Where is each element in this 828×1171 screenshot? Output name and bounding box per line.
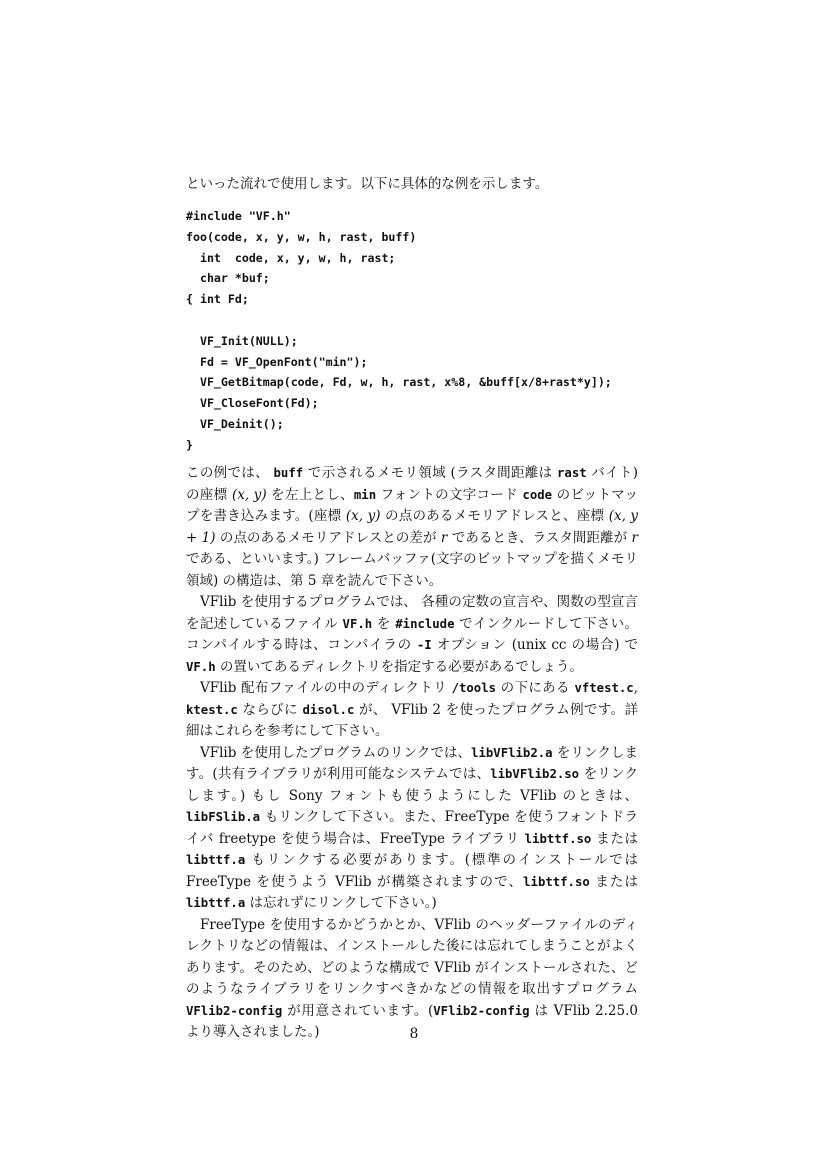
code-line: #include "VF.h"	[186, 209, 291, 223]
code-line: foo(code, x, y, w, h, rast, buff)	[186, 229, 417, 244]
code-line: { int Fd;	[186, 292, 249, 307]
paragraph-sample-programs: VFlib 配布ファイルの中のディレクトリ /tools の下にある vftest.c, ktest.c ならびに disol.c が、 VFlib 2 を使ったプログラム例です。詳細はこれらを参考にして下さい。	[186, 680, 638, 739]
code-line: VF_Init(NULL);	[186, 333, 298, 348]
code-line: }	[186, 437, 193, 452]
code-line: VF_GetBitmap(code, Fd, w, h, rast, x%8, &buff[x/8+rast*y]);	[186, 375, 612, 390]
code-line: char *buf;	[186, 271, 270, 286]
code-example	[186, 206, 646, 456]
code-line: int code, x, y, w, h, rast;	[186, 250, 396, 265]
code-line: VF_Deinit();	[186, 416, 284, 431]
paragraph-buffer-description: この例では、 buff で示されるメモリ領域 (ラスタ間距離は rast バイト) の座標 (x, y) を左上とし、min フォントの文字コード code のビットマップを書き込みます。(座標 (x, y) の点のあるメモリアドレスと、座標 (x, y + 1) の点のあるメモリアドレスとの差が r であるとき、ラスタ間距離が r である、といいます。) フレームバッファ(文字のビットマップを描くメモリ領域) の構造は、第 5 章を読んで下さい。	[186, 465, 639, 589]
paragraph-include-header: VFlib を使用するプログラムでは、 各種の定数の宣言や、関数の型宣言を記述しているファイル VF.h を #include でインクルードして下さい。コンパイルする時は、コンパイラの -I オプション (unix cc の場合) で VF.h の置いてあるディレクトリを指定する必要があるでしょう。	[186, 594, 638, 675]
page-number: 8	[409, 1026, 419, 1042]
paragraph-config-program: FreeType を使用するかどうかとか、VFlib のヘッダーファイルのディレクトリなどの情報は、インストールした後には忘れてしまうことがよくあります。そのため、どのような構成で VFlib がインストールされた、どのようなライブラリをリンクすべきかなどの情報を取出すプログラム VFlib2-config が用意されています。(VFlib2-config は VFlib 2.25.0 より導入されました。)	[186, 916, 638, 1040]
code-line: VF_CloseFont(Fd);	[186, 396, 319, 411]
code-line: Fd = VF_OpenFont("min");	[186, 354, 368, 369]
paragraph-linking: VFlib を使用したプログラムのリンクでは、libVFlib2.a をリンクします。(共有ライブラリが利用可能なシステムでは、libVFlib2.so をリンクします。) もし Sony フォントも使うようにした VFlib のときは、libFSlib.a もリンクして下さい。また、FreeType を使うフォントドライバ freetype を使う場合は、FreeType ライブラリ libttf.so または libttf.a もリンクする必要があります。(標準のインストールでは FreeType を使うよう VFlib が構築されますので、libttf.so または libttf.a は忘れずにリンクして下さい。)	[186, 744, 639, 911]
body-text	[186, 463, 638, 1044]
intro-text: といった流れで使用します。以下に具体的な例を示します。	[186, 176, 549, 192]
